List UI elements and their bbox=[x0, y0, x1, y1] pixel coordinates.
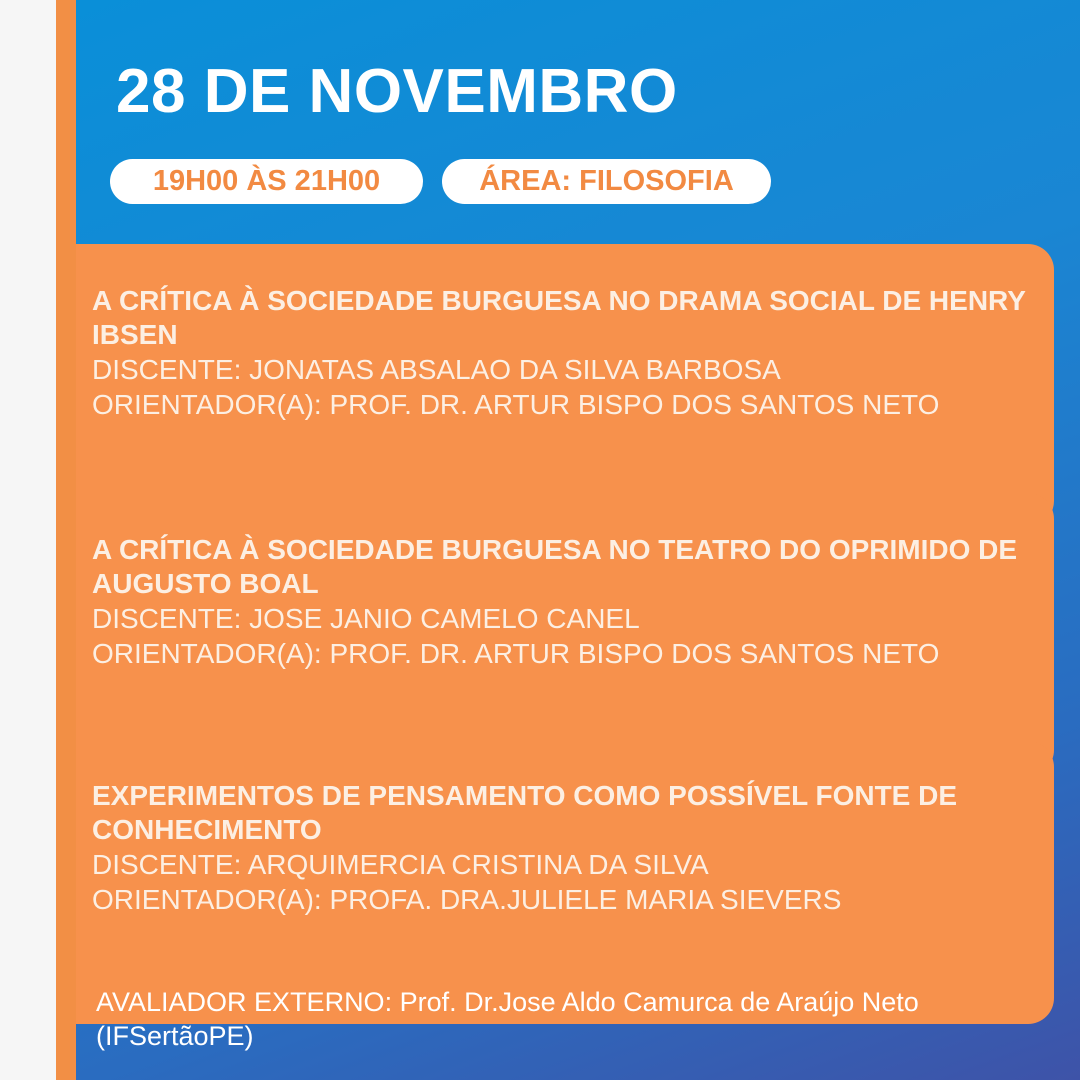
presentation-advisor: ORIENTADOR(A): PROF. DR. ARTUR BISPO DOS SANTOS NETO bbox=[92, 389, 940, 420]
presentation-title: A CRÍTICA À SOCIEDADE BURGUESA NO DRAMA SOCIAL DE HENRY IBSEN bbox=[92, 285, 1026, 350]
presentation-card-content bbox=[92, 533, 1034, 671]
area-badge: ÁREA: FILOSOFIA bbox=[442, 159, 771, 204]
left-white-margin bbox=[0, 0, 56, 1080]
presentation-advisor: ORIENTADOR(A): PROF. DR. ARTUR BISPO DOS SANTOS NETO bbox=[92, 638, 940, 669]
presentation-advisor: ORIENTADOR(A): PROFA. DRA.JULIELE MARIA SIEVERS bbox=[92, 884, 842, 915]
presentation-card-content bbox=[92, 779, 1034, 917]
presentation-title: A CRÍTICA À SOCIEDADE BURGUESA NO TEATRO DO OPRIMIDO DE AUGUSTO BOAL bbox=[92, 534, 1018, 599]
external-evaluator-name: AVALIADOR EXTERNO: Prof. Dr.Jose Aldo Camurca de Araújo Neto bbox=[96, 987, 919, 1017]
event-date-title: 28 DE NOVEMBRO bbox=[116, 57, 678, 126]
presentation-card bbox=[76, 493, 1054, 776]
external-evaluator-institution: (IFSertãoPE) bbox=[96, 1021, 254, 1051]
presentation-card-content bbox=[92, 284, 1034, 422]
presentation-card bbox=[76, 244, 1054, 527]
presentation-student: DISCENTE: JOSE JANIO CAMELO CANEL bbox=[92, 603, 640, 634]
external-evaluator-block bbox=[96, 985, 1056, 1053]
presentation-card bbox=[76, 741, 1054, 1024]
left-orange-stripe bbox=[56, 0, 76, 1080]
time-badge: 19H00 ÀS 21H00 bbox=[110, 159, 423, 204]
presentation-student: DISCENTE: ARQUIMERCIA CRISTINA DA SILVA bbox=[92, 849, 709, 880]
presentation-student: DISCENTE: JONATAS ABSALAO DA SILVA BARBOSA bbox=[92, 354, 781, 385]
presentation-title: EXPERIMENTOS DE PENSAMENTO COMO POSSÍVEL FONTE DE CONHECIMENTO bbox=[92, 780, 958, 845]
